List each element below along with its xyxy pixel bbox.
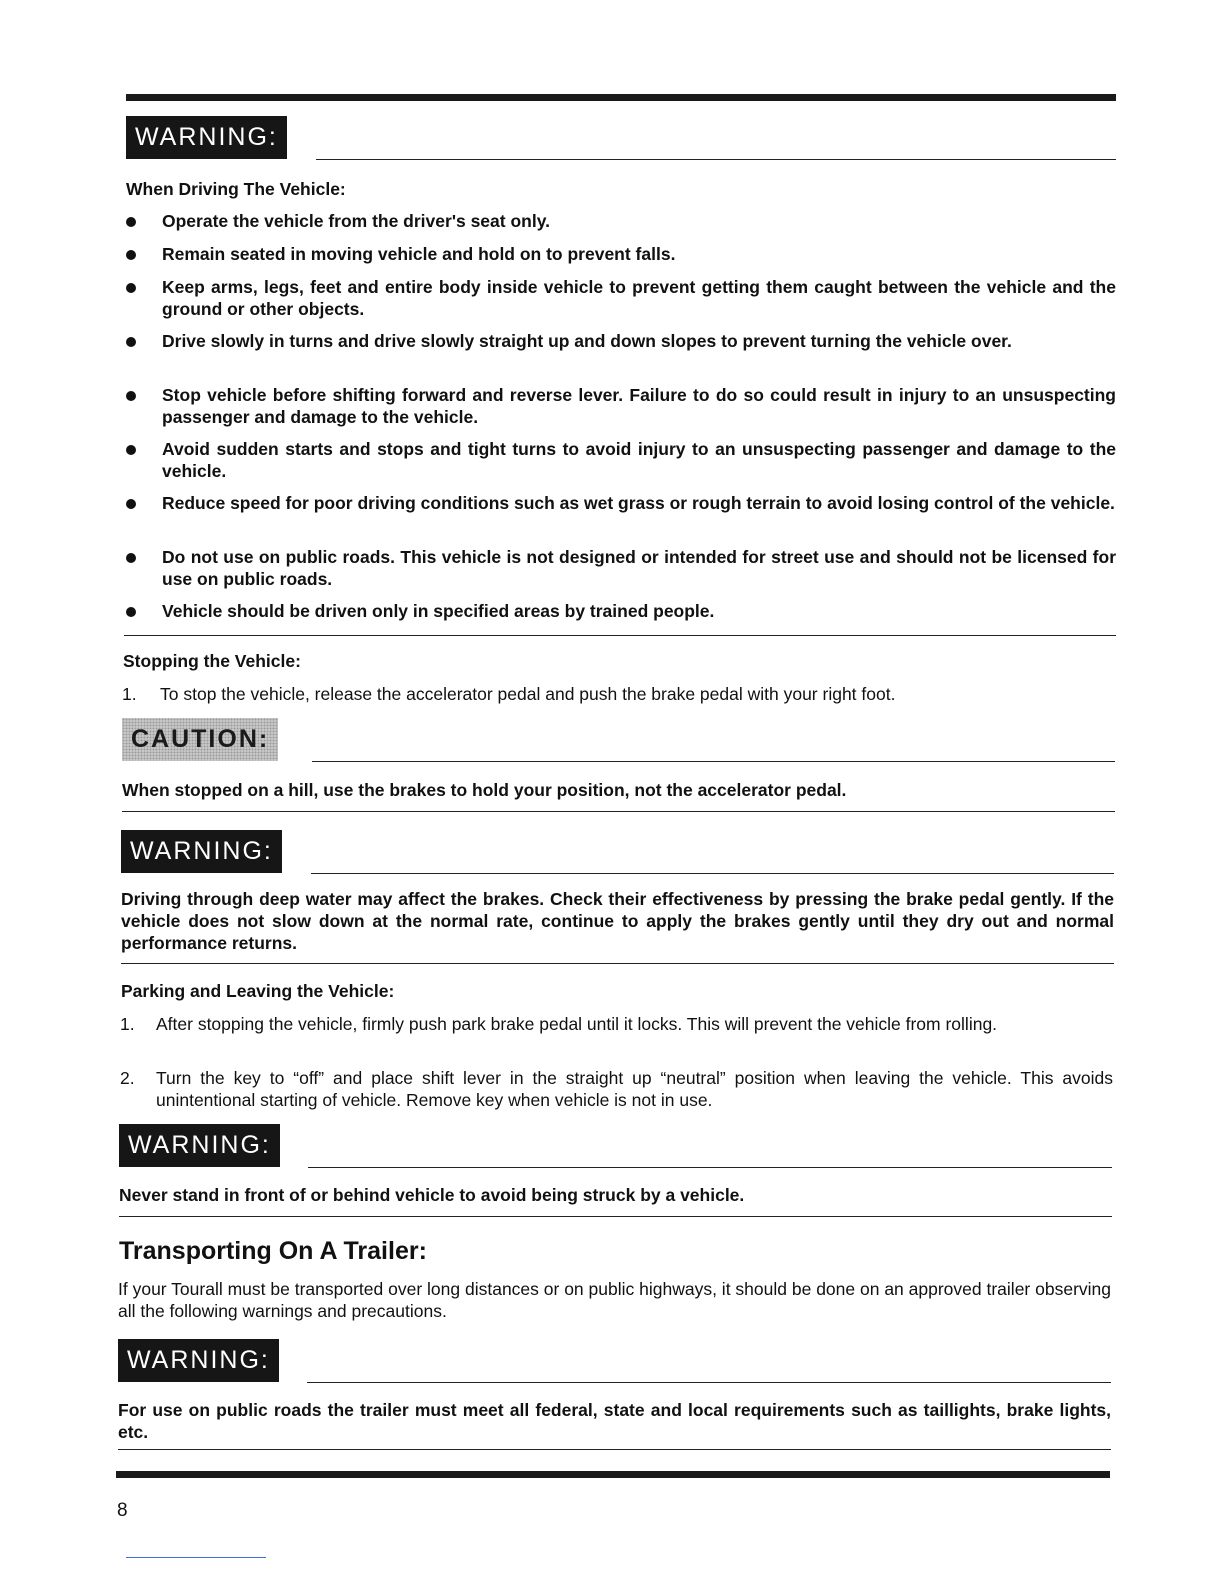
warning-badge: WARNING: [121,830,282,873]
section-heading-stopping: Stopping the Vehicle: [123,651,301,671]
section-title-transport: Transporting On A Trailer: [119,1237,427,1265]
list-item: Avoid sudden starts and stops and tight turns to avoid injury to an unsuspecting passenger and damage to the vehicle. [124,438,1116,482]
divider [124,635,1116,636]
divider [121,963,1114,964]
list-item: Do not use on public roads. This vehicle is not designed or intended for street use and should not be licensed for use on public roads. [124,546,1116,590]
list-item: Drive slowly in turns and drive slowly straight up and down slopes to prevent turning the vehicle over. [124,330,1116,352]
warning-text: For use on public roads the trailer must meet all federal, state and local requirements such as taillights, brake lights, etc. [118,1400,1111,1442]
bottom-rule [116,1471,1110,1478]
list-item: Vehicle should be driven only in specified areas by trained people. [124,600,1116,622]
list-item: Stop vehicle before shifting forward and reverse lever. Failure to do so could result in injury to an unsuspecting passenger and damage to the vehicle. [124,384,1116,428]
bullet-icon [126,337,136,347]
numbered-step: 1. To stop the vehicle, release the accelerator pedal and push the brake pedal with your right foot. [122,684,896,704]
bullet-icon [126,250,136,260]
transport-intro: If your Tourall must be transported over long distances or on public highways, it should be done on an approved trailer observing all the following warnings and precautions. [118,1279,1111,1321]
numbered-step: 1. After stopping the vehicle, firmly push park brake pedal until it locks. This will prevent the vehicle from rolling. [120,1014,998,1034]
badge-rule [316,159,1116,160]
page-number: 8 [117,1500,128,1521]
numbered-step: 2. Turn the key to “off” and place shift lever in the straight up “neutral” position when leaving the vehicle. This avoids unintentional starting of vehicle. Remove key when vehicle is not in use. [120,1068,1113,1110]
list-item: Remain seated in moving vehicle and hold on to prevent falls. [124,243,1116,265]
divider [118,1449,1111,1450]
divider [122,811,1115,812]
list-item: Reduce speed for poor driving conditions such as wet grass or rough terrain to avoid losing control of the vehicle. [124,492,1116,514]
badge-rule [312,761,1115,762]
warning-badge: WARNING: [118,1339,279,1382]
section-heading-parking: Parking and Leaving the Vehicle: [121,981,395,1001]
warning-text: Driving through deep water may affect the brakes. Check their effectiveness by pressing the brake pedal gently. If the vehicle does not slow down at the normal rate, continue to apply the brakes gently until they dry out and normal performance returns. [121,889,1114,953]
list-item: Keep arms, legs, feet and entire body inside vehicle to prevent getting them caught between the vehicle and the ground or other objects. [124,276,1116,320]
bullet-icon [126,283,136,293]
bullet-icon [126,217,136,227]
list-item: Operate the vehicle from the driver's seat only. [124,210,1116,232]
caution-text: When stopped on a hill, use the brakes to hold your position, not the accelerator pedal. [122,780,847,800]
bullet-icon [126,445,136,455]
section-heading-driving: When Driving The Vehicle: [126,179,346,199]
badge-rule [308,1167,1112,1168]
badge-rule [307,1382,1111,1383]
footer-link-line [126,1557,266,1558]
bullet-icon [126,391,136,401]
bullet-icon [126,553,136,563]
warning-badge: WARNING: [119,1124,280,1167]
divider [119,1216,1112,1217]
caution-badge: CAUTION: [122,718,278,761]
bullet-icon [126,607,136,617]
top-rule [126,94,1116,101]
warning-badge: WARNING: [126,116,287,159]
badge-rule [311,873,1114,874]
warning-text: Never stand in front of or behind vehicle to avoid being struck by a vehicle. [119,1185,745,1205]
bullet-icon [126,499,136,509]
